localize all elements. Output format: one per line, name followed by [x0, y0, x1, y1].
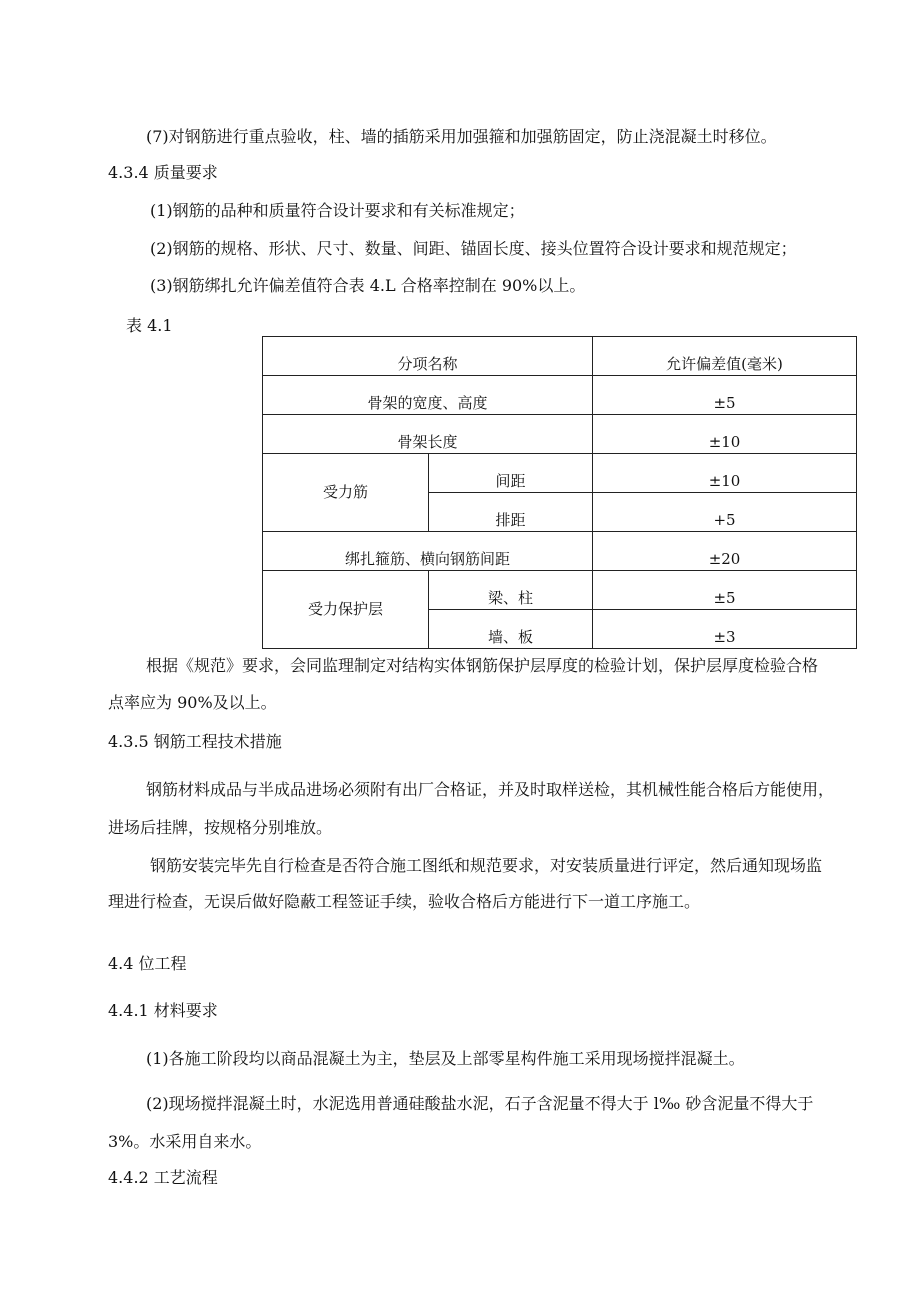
quality-item-1: (1)钢筋的品种和质量符合设计要求和有关标准规定； [150, 201, 525, 220]
concrete-item-1: (1)各施工阶段均以商品混凝土为主，垫层及上部零星构件施工采用现场搅拌混凝土。 [146, 1049, 745, 1068]
row-tolerance: ±5 [593, 571, 857, 610]
paragraph-item-7: (7)对钢筋进行重点验收，柱、墙的插筋采用加强箍和加强筋固定，防止浇混凝土时移位。 [146, 127, 777, 146]
table-row [263, 415, 857, 454]
measure-1-line1: 钢筋材料成品与半成品进场必须附有出厂合格证，并及时取样送检，其机械性能合格后方能使用， [146, 780, 835, 799]
row-group-label: 受力筋 [263, 454, 429, 532]
table-caption: 表 4.1 [126, 316, 173, 335]
concrete-item-2-line2: 3%。水采用自来水。 [108, 1132, 262, 1151]
row-tolerance: +5 [593, 493, 857, 532]
row-tolerance: ±5 [593, 376, 857, 415]
row-item: 骨架长度 [263, 415, 593, 454]
row-subitem: 间距 [429, 454, 593, 493]
row-tolerance: ±10 [593, 454, 857, 493]
measure-2-line1: 钢筋安装完毕先自行检查是否符合施工图纸和规范要求，对安装质量进行评定，然后通知现场监 [150, 856, 823, 875]
heading-4-4-2: 4.4.2 工艺流程 [108, 1168, 218, 1187]
paragraph-after-table-line2: 点率应为 90%及以上。 [108, 693, 277, 712]
row-subitem: 墙、板 [429, 610, 593, 649]
heading-4-3-5: 4.3.5 钢筋工程技术措施 [108, 732, 282, 751]
row-tolerance: ±20 [593, 532, 857, 571]
quality-item-2: (2)钢筋的规格、形状、尺寸、数量、间距、锚固长度、接头位置符合设计要求和规范规定； [150, 239, 797, 258]
quality-item-3: (3)钢筋绑扎允许偏差值符合表 4.L 合格率控制在 90%以上。 [150, 276, 586, 295]
header-item: 分项名称 [263, 337, 593, 376]
heading-4-4-1: 4.4.1 材料要求 [108, 1001, 218, 1020]
heading-4-3-4: 4.3.4 质量要求 [108, 163, 218, 182]
measure-2-line2: 理进行检查，无误后做好隐蔽工程签证手续，验收合格后方能进行下一道工序施工。 [108, 892, 701, 911]
row-subitem: 排距 [429, 493, 593, 532]
row-subitem: 梁、柱 [429, 571, 593, 610]
heading-4-4: 4.4 位工程 [108, 954, 187, 973]
row-tolerance: ±3 [593, 610, 857, 649]
header-tolerance: 允许偏差值(毫米) [593, 337, 857, 376]
measure-1-line2: 进场后挂牌，按规格分别堆放。 [108, 818, 333, 837]
table-row [263, 571, 857, 610]
row-group-label: 受力保护层 [263, 571, 429, 649]
tolerance-table [262, 336, 857, 649]
table-row [263, 454, 857, 493]
paragraph-after-table-line1: 根据《规范》要求，会同监理制定对结构实体钢筋保护层厚度的检验计划，保护层厚度检验合格 [146, 656, 819, 675]
row-item: 绑扎箍筋、横向钢筋间距 [263, 532, 593, 571]
table-row [263, 532, 857, 571]
row-item: 骨架的宽度、高度 [263, 376, 593, 415]
row-tolerance: ±10 [593, 415, 857, 454]
table-row [263, 376, 857, 415]
table-header-row [263, 337, 857, 376]
concrete-item-2-line1: (2)现场搅拌混凝土时，水泥选用普通硅酸盐水泥，石子含泥量不得大于 l‰ 砂含泥量不得大于 [146, 1094, 814, 1113]
